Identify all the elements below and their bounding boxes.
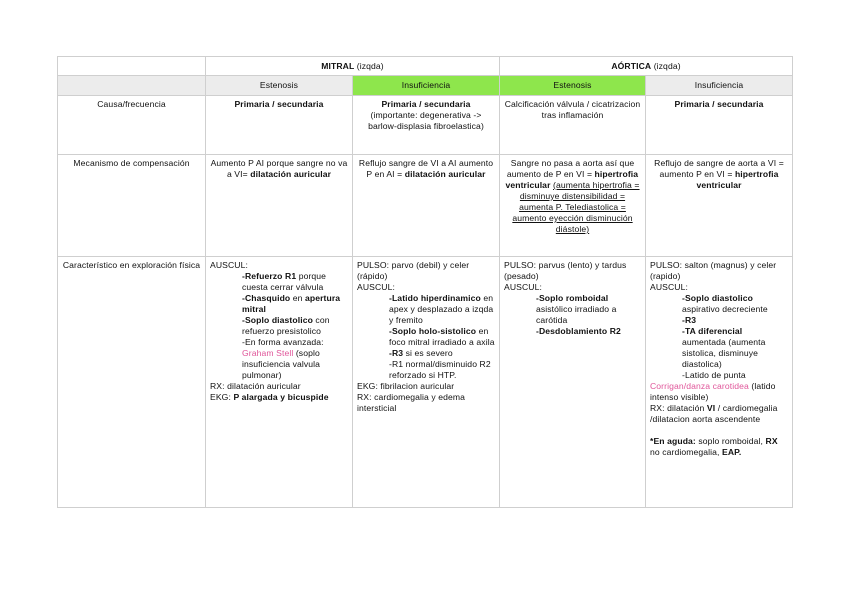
causa-mitral-insuficiencia: Primaria / secundaria (importante: degenerativa -> barlow-displasia fibroelastica): [353, 96, 500, 155]
subheader-empty-cell: [58, 76, 206, 96]
causa-row: [58, 96, 793, 155]
mitral-header: MITRAL (izqda): [206, 57, 500, 76]
valvulopathy-table: [57, 56, 793, 508]
causa-label: Causa/frecuencia: [58, 96, 206, 155]
mitral-insuficiencia-header: Insuficiencia: [353, 76, 500, 96]
header-row: [58, 57, 793, 76]
header-empty-cell: [58, 57, 206, 76]
mecanismo-row: [58, 155, 793, 257]
mecanismo-aortica-insuficiencia: Reflujo de sangre de aorta a VI = aumento P en VI = hipertrofia ventricular: [646, 155, 793, 257]
caracteristico-mitral-estenosis: AUSCUL: -Refuerzo R1 porque cuesta cerrar válvula -Chasquido en apertura mitral -Soplo diastolico con refuerzo presistolico -En forma avanzada: Graham Stell (soplo insuficiencia valvula pulmonar) RX: dilatación auricular EKG: P alargada y bicuspide: [206, 257, 353, 508]
subheader-row: [58, 76, 793, 96]
caracteristico-mitral-insuficiencia: PULSO: parvo (debil) y celer (rápido) AUSCUL: -Latido hiperdinamico en apex y desplazado a izqda y fremito -Soplo holo-sistolico en foco mitral irradiado a axila -R3 si es severo -R1 normal/disminuido R2 reforzado si HTP. EKG: fibrilacion auricular RX: cardiomegalia y edema intersticial: [353, 257, 500, 508]
aortica-estenosis-header: Estenosis: [500, 76, 646, 96]
mecanismo-aortica-estenosis: Sangre no pasa a aorta así que aumento de P en VI = hipertrofia ventricular (aumenta hipertrofia = disminuye distensibilidad = aumenta P. Telediastolica = aumento eyección disminución diástole): [500, 155, 646, 257]
mitral-estenosis-header: Estenosis: [206, 76, 353, 96]
causa-aortica-insuficiencia: Primaria / secundaria: [646, 96, 793, 155]
mecanismo-mitral-insuficiencia: Reflujo sangre de VI a AI aumento P en AI = dilatación auricular: [353, 155, 500, 257]
caracteristico-aortica-insuficiencia: PULSO: salton (magnus) y celer (rapido) AUSCUL: -Soplo diastolico aspirativo decreciente -R3 -TA diferencial aumentada (aumenta sistolica, disminuye diastolica) -Latido de punta Corrigan/danza carotidea (latido intenso visible) RX: dilatación VI / cardiomegalia /dilatacion aorta ascendente *En aguda: soplo romboidal, RX no cardiomegalia, EAP.: [646, 257, 793, 508]
aortica-header: AÓRTICA (izqda): [500, 57, 793, 76]
caracteristico-aortica-estenosis: PULSO: parvus (lento) y tardus (pesado) AUSCUL: -Soplo romboidal asistólico irradiado a carótida -Desdoblamiento R2: [500, 257, 646, 508]
caracteristico-label: Característico en exploración física: [58, 257, 206, 508]
aortica-insuficiencia-header: Insuficiencia: [646, 76, 793, 96]
caracteristico-row: [58, 257, 793, 508]
mecanismo-mitral-estenosis: Aumento P AI porque sangre no va a VI= dilatación auricular: [206, 155, 353, 257]
causa-aortica-estenosis: Calcificación válvula / cicatrizacion tras inflamación: [500, 96, 646, 155]
causa-mitral-estenosis: Primaria / secundaria: [206, 96, 353, 155]
mecanismo-label: Mecanismo de compensación: [58, 155, 206, 257]
